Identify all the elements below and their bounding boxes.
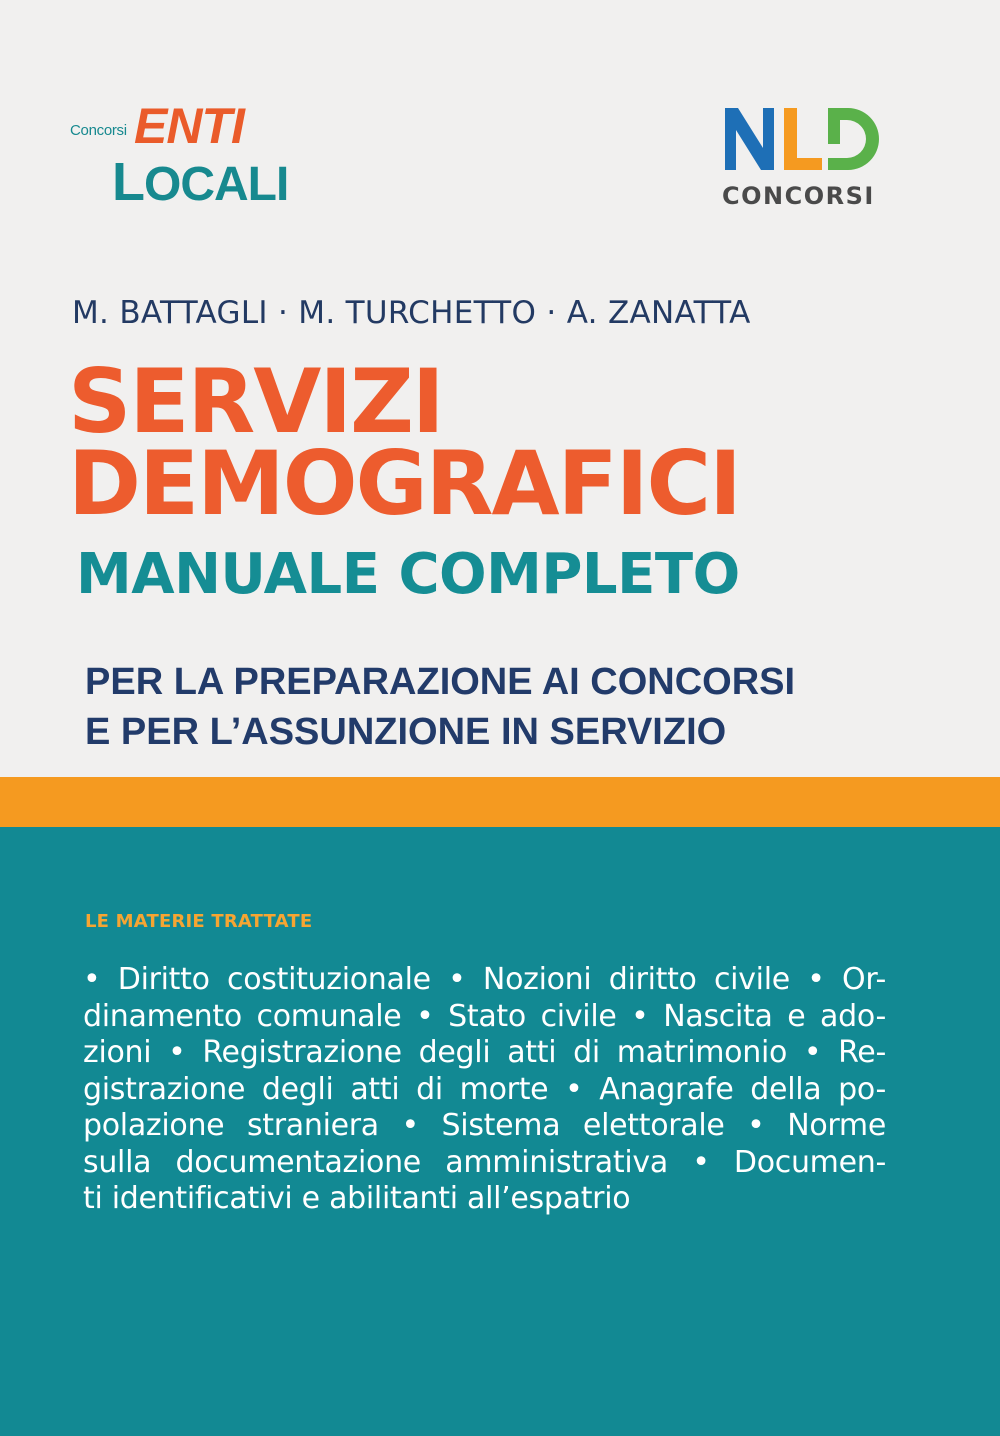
publisher-logo xyxy=(722,104,892,214)
topics-line: zioni • Registrazione degli atti di matrimonio • Re- xyxy=(83,1035,886,1070)
book-tagline-line-2: E PER L’ASSUNZIONE IN SERVIZIO xyxy=(85,711,727,753)
topics-line: sulla documentazione amministrativa • Documen- xyxy=(83,1144,886,1180)
book-tagline-line-1: PER LA PREPARAZIONE AI CONCORSI xyxy=(85,661,796,703)
series-logo-enti-locali xyxy=(70,98,310,213)
series-logo-rest: OCALI xyxy=(144,158,289,211)
logo-letter-n xyxy=(725,108,774,170)
logo-letter-l xyxy=(784,108,822,170)
book-subtitle: MANUALE COMPLETO xyxy=(76,542,740,607)
publisher-logo-mark xyxy=(722,104,882,174)
series-logo-word-enti: ENTI xyxy=(134,98,244,154)
topics-list xyxy=(83,962,886,1218)
topics-heading: LE MATERIE TRATTATE xyxy=(85,911,313,932)
topics-line: ti identificativi e abilitanti all’espatrio xyxy=(83,1181,631,1216)
topics-line: gistrazione degli atti di morte • Anagrafe della po- xyxy=(83,1071,886,1107)
topics-line: polazione straniera • Sistema elettorale • Norme xyxy=(83,1108,886,1143)
book-authors: M. BATTAGLI · M. TURCHETTO · A. ZANATTA xyxy=(72,295,751,331)
series-logo-word-locali xyxy=(112,154,288,213)
orange-band xyxy=(0,777,1000,827)
topics-line: dinamento comunale • Stato civile • Nascita e ado- xyxy=(83,998,886,1034)
publisher-logo-subtext: CONCORSI xyxy=(722,182,875,210)
series-logo-initial: L xyxy=(112,152,144,212)
book-title-line-1: SERVIZI xyxy=(68,350,443,453)
series-logo-small-text: Concorsi xyxy=(70,122,127,139)
logo-letter-d xyxy=(828,108,879,170)
topics-line: • Diritto costituzionale • Nozioni diritto civile • Or- xyxy=(83,962,886,997)
book-title-line-2: DEMOGRAFICI xyxy=(68,432,740,535)
